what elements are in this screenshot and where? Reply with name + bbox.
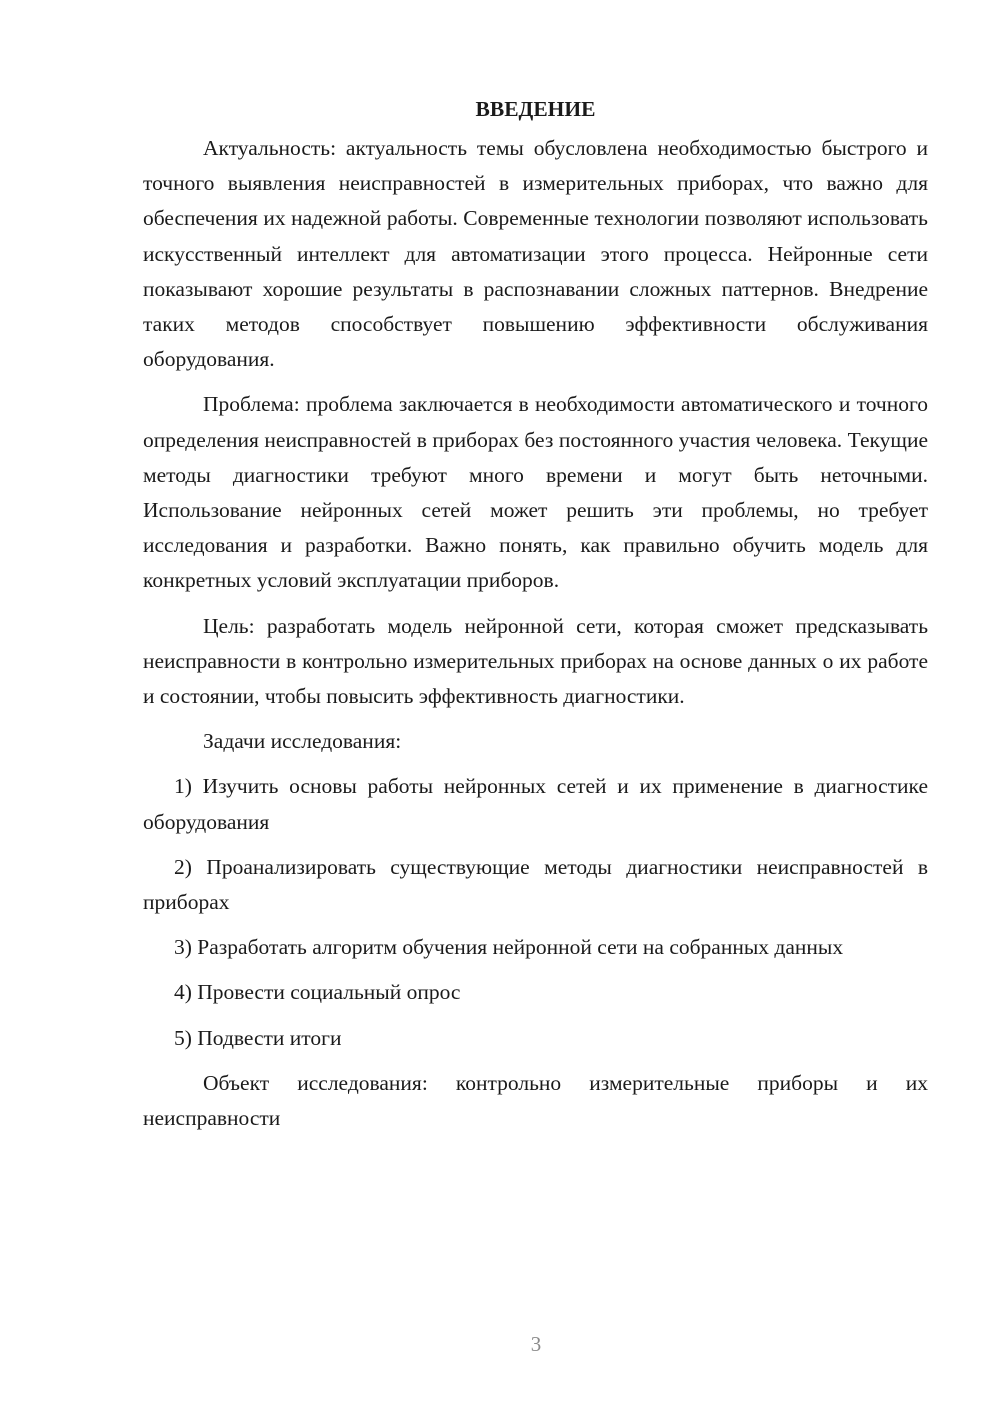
paragraph-relevance: Актуальность: актуальность темы обусловлена необходимостью быстрого и точного выявления неисправностей в измерительных приборах, что важно для обеспечения их надежной работы. Современные технологии позволяют использовать искусственный интеллект для автоматизации этого процесса. Нейронные сети показывают хорошие результаты в распознавании сложных паттернов. Внедрение таких методов способствует повышению эффективности обслуживания оборудования. xyxy=(143,136,928,372)
paragraph-problem: Проблема: проблема заключается в необходимости автоматического и точного определения неисправностей в приборах без постоянного участия человека. Текущие методы диагностики требуют много времени и могут быть неточными. Использование нейронных сетей может решить эти проблемы, но требует исследования и разработки. Важно понять, как правильно обучить модель для конкретных условий эксплуатации приборов. xyxy=(143,392,928,593)
task-item: 2) Проанализировать существующие методы диагностики неисправностей в приборах xyxy=(143,854,928,915)
task-item: 1) Изучить основы работы нейронных сетей и их применение в диагностике оборудования xyxy=(143,774,928,834)
document-page xyxy=(143,92,928,1146)
page-number: 3 xyxy=(530,1332,542,1356)
tasks-heading: Задачи исследования: xyxy=(203,729,402,754)
tasks-list xyxy=(143,769,928,1055)
paragraph-goal: Цель: разработать модель нейронной сети, которая сможет предсказывать неисправности в контрольно измерительных приборах на основе данных о их работе и состоянии, чтобы повысить эффективность диагностики. xyxy=(143,613,928,709)
task-item: 3) Разработать алгоритм обучения нейронной сети на собранных данных xyxy=(174,935,844,960)
task-item: 5) Подвести итоги xyxy=(174,1025,342,1050)
task-item: 4) Провести социальный опрос xyxy=(174,980,461,1005)
paragraph-object: Объект исследования: контрольно измерительные приборы и их неисправности xyxy=(143,1070,928,1131)
section-heading: ВВЕДЕНИЕ xyxy=(475,97,596,121)
